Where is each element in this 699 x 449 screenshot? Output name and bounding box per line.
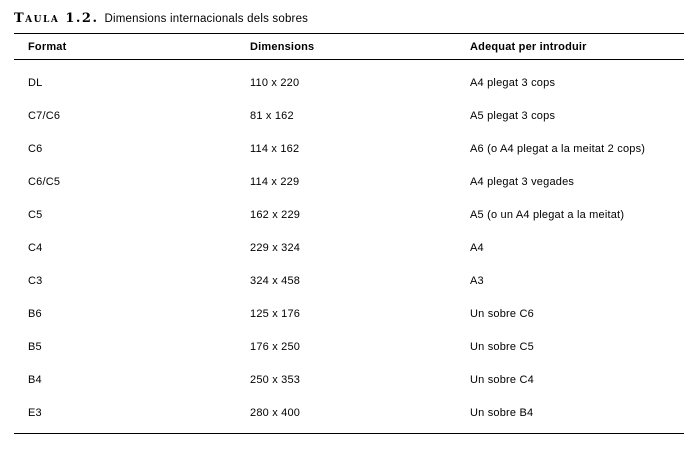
table-body xyxy=(14,60,684,433)
column-header-dimensions: Dimensions xyxy=(250,40,315,53)
format-cell: C3 xyxy=(28,274,43,287)
suitable-cell: A3 xyxy=(470,274,484,287)
format-cell: E3 xyxy=(28,406,42,419)
table-row xyxy=(14,330,684,363)
dimensions-cell: 114 x 229 xyxy=(250,175,300,188)
format-cell: C4 xyxy=(28,241,43,254)
suitable-cell: Un sobre B4 xyxy=(470,406,534,419)
format-cell: DL xyxy=(28,76,43,89)
table-row xyxy=(14,231,684,264)
suitable-cell: A4 xyxy=(470,241,484,254)
suitable-cell: Un sobre C4 xyxy=(470,373,534,386)
dimensions-cell: 229 x 324 xyxy=(250,241,301,254)
table-row xyxy=(14,165,684,198)
table-caption-text: Dimensions internacionals dels sobres xyxy=(104,13,309,25)
column-header-format: Format xyxy=(28,40,67,53)
suitable-cell: A4 plegat 3 cops xyxy=(470,76,556,89)
format-cell: C7/C6 xyxy=(28,109,61,122)
table-row xyxy=(14,66,684,99)
format-cell: C6/C5 xyxy=(28,175,61,188)
table-row xyxy=(14,396,684,429)
table-row xyxy=(14,198,684,231)
table-caption-label: Taula 1.2. xyxy=(14,11,99,26)
format-cell: B4 xyxy=(28,373,42,386)
suitable-cell: A5 (o un A4 plegat a la meitat) xyxy=(470,208,625,221)
table-row xyxy=(14,363,684,396)
dimensions-cell: 162 x 229 xyxy=(250,208,301,221)
table-row xyxy=(14,99,684,132)
table-row xyxy=(14,264,684,297)
dimensions-cell: 324 x 458 xyxy=(250,274,301,287)
suitable-cell: A6 (o A4 plegat a la meitat 2 cops) xyxy=(470,142,646,155)
format-cell: C6 xyxy=(28,142,43,155)
format-cell: B6 xyxy=(28,307,42,320)
suitable-cell: Un sobre C6 xyxy=(470,307,534,320)
column-header-suitable: Adequat per introduir xyxy=(470,40,587,53)
suitable-cell: A4 plegat 3 vegades xyxy=(470,175,575,188)
dimensions-cell: 81 x 162 xyxy=(250,109,294,122)
table-row xyxy=(14,297,684,330)
suitable-cell: A5 plegat 3 cops xyxy=(470,109,556,122)
table-caption xyxy=(14,9,308,27)
format-cell: B5 xyxy=(28,340,42,353)
dimensions-cell: 114 x 162 xyxy=(250,142,300,155)
dimensions-cell: 280 x 400 xyxy=(250,406,301,419)
dimensions-cell: 125 x 176 xyxy=(250,307,301,320)
table-bottom-rule xyxy=(14,433,684,434)
format-cell: C5 xyxy=(28,208,43,221)
suitable-cell: Un sobre C5 xyxy=(470,340,534,353)
dimensions-cell: 176 x 250 xyxy=(250,340,301,353)
dimensions-cell: 110 x 220 xyxy=(250,76,300,89)
envelope-dimensions-table xyxy=(14,33,684,434)
table-row xyxy=(14,132,684,165)
dimensions-cell: 250 x 353 xyxy=(250,373,301,386)
table-header-row xyxy=(14,34,684,59)
